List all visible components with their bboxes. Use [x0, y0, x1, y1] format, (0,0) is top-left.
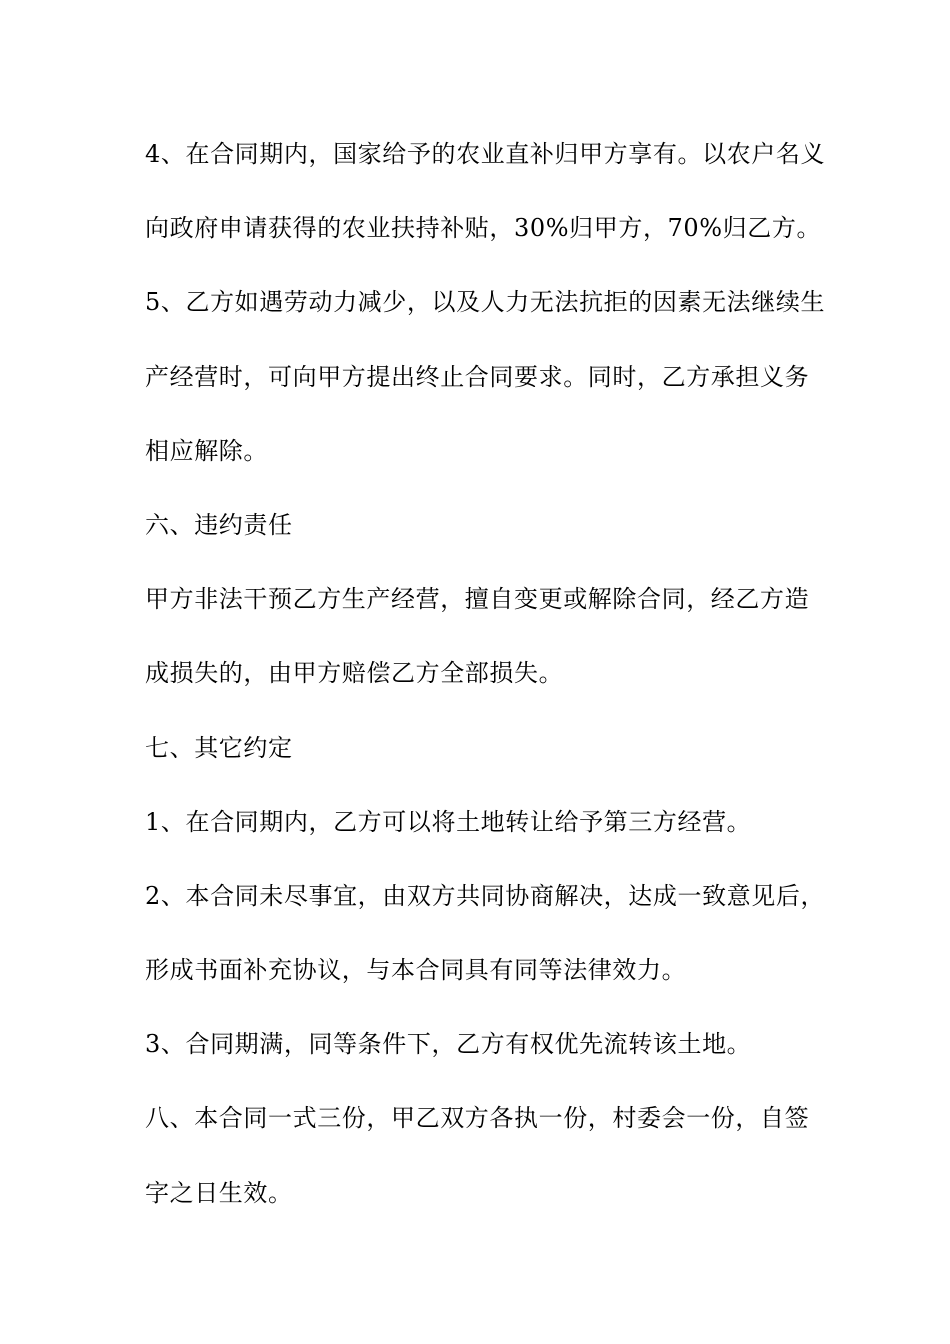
clause-4-line-1: 4、在合同期内，国家给予的农业直补归甲方享有。以农户名义: [145, 140, 826, 168]
section-7-clause-2-line-1: 2、本合同未尽事宜，由双方共同协商解决，达成一致意见后，: [145, 881, 826, 910]
clause-5-line-2: 产经营时，可向甲方提出终止合同要求。同时，乙方承担义务: [145, 362, 810, 391]
clause-5-line-1: 5、乙方如遇劳动力减少，以及人力无法抗拒的因素无法继续生: [145, 288, 826, 317]
section-7-clause-3: 3、合同期满，同等条件下，乙方有权优先流转该土地。: [145, 1030, 752, 1059]
section-7-heading: 七、其它约定: [145, 733, 293, 762]
section-6-heading: 六、违约责任: [145, 510, 293, 539]
clause-5-line-3: 相应解除。: [145, 436, 268, 465]
section-7-clause-1: 1、在合同期内，乙方可以将土地转让给予第三方经营。: [145, 807, 752, 836]
section-6-line-1: 甲方非法干预乙方生产经营，擅自变更或解除合同，经乙方造: [145, 585, 810, 614]
section-8-line-2: 字之日生效。: [145, 1178, 293, 1207]
section-6-line-2: 成损失的，由甲方赔偿乙方全部损失。: [145, 659, 564, 688]
contract-text: [145, 127, 825, 1240]
clause-4-line-2: 向政府申请获得的农业扶持补贴，30%归甲方，70%归乙方。: [145, 214, 822, 243]
section-8-line-1: 八、本合同一式三份，甲乙双方各执一份，村委会一份，自签: [145, 1104, 810, 1133]
section-7-clause-2-line-2: 形成书面补充协议，与本合同具有同等法律效力。: [145, 956, 687, 985]
